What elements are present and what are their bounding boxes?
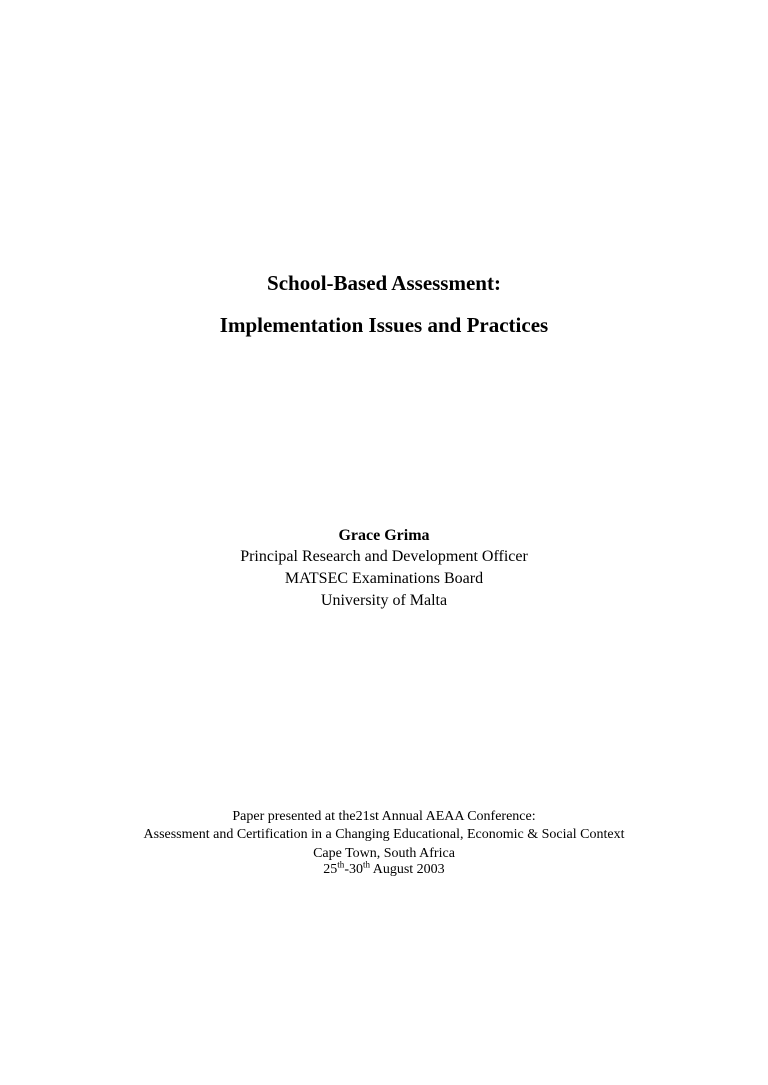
author-organization: MATSEC Examinations Board bbox=[284, 570, 484, 587]
title-line-1: School-Based Assessment: bbox=[267, 271, 501, 295]
date-start-suffix: th bbox=[337, 859, 345, 870]
author-position: Principal Research and Development Officer bbox=[240, 548, 528, 565]
title-line-2: Implementation Issues and Practices bbox=[219, 313, 549, 337]
date-rest: August 2003 bbox=[370, 862, 445, 877]
conference-line-1: Paper presented at the21st Annual AEAA Conference: bbox=[232, 809, 536, 824]
date-end-suffix: th bbox=[362, 859, 370, 870]
conference-date bbox=[0, 859, 768, 878]
author-name: Grace Grima bbox=[338, 527, 430, 544]
conference-line-2: Assessment and Certification in a Changing Educational, Economic & Social Context bbox=[143, 827, 625, 842]
date-start-day: 25 bbox=[323, 862, 338, 877]
author-institution: University of Malta bbox=[320, 592, 448, 609]
date-separator: -30 bbox=[344, 862, 363, 877]
conference-location: Cape Town, South Africa bbox=[313, 846, 455, 861]
